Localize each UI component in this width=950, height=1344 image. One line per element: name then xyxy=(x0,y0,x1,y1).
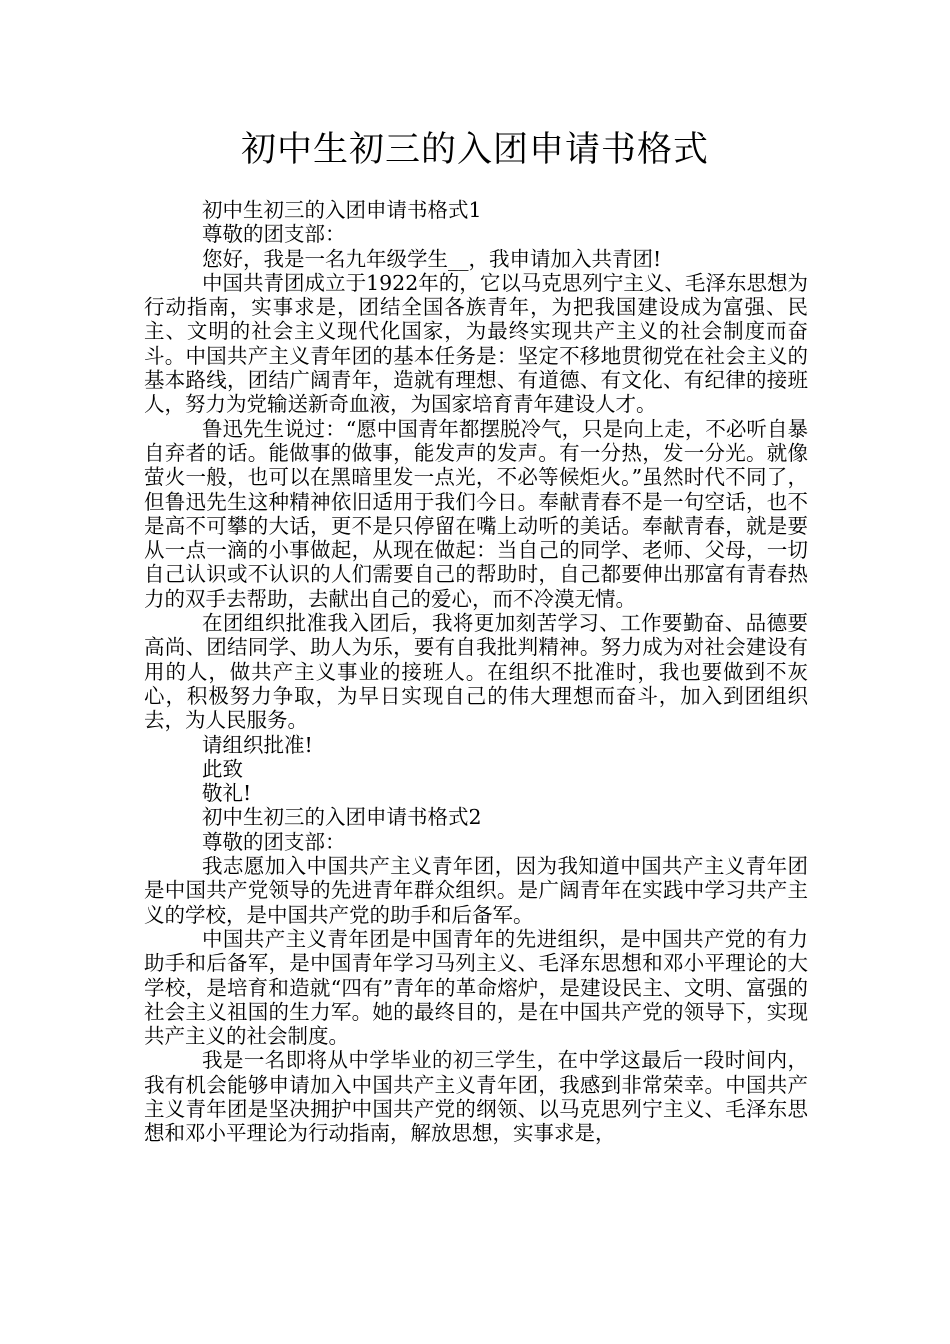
salutation: 尊敬的团支部： xyxy=(202,222,346,247)
salutation: 尊敬的团支部： xyxy=(202,829,346,854)
body-paragraph: 中国共青团成立于1922年的，它以马克思列宁主义、毛泽东思想为行动指南，实事求是，团结全国各族青年，为把我国建设成为富强、民主、文明的社会主义现代化国家，为最终实现共产主义的社会制度而奋斗。中国共产主义青年团的基本任务是：坚定不移地贯彻党在社会主义的基本路线，团结广阔青年，造就有理想、有道德、有文化、有纪律的接班人，努力为党输送新奇血液，为国家培育青年建设人才。 xyxy=(144,270,808,417)
closing-line: 此致 xyxy=(202,756,243,781)
greeting-paragraph: 您好，我是一名九年级学生__，我申请加入共青团! xyxy=(202,246,662,271)
body-paragraph: 我是一名即将从中学毕业的初三学生，在中学这最后一段时间内，我有机会能够申请加入中国共产主义青年团，我感到非常荣幸。中国共产主义青年团是坚决拥护中国共产党的纲领、以马克思列宁主义、毛泽东思想和邓小平理论为行动指南，解放思想，实事求是， xyxy=(144,1048,808,1146)
section-heading-2: 初中生初三的入团申请书格式2 xyxy=(202,805,482,830)
body-paragraph: 我志愿加入中国共产主义青年团，因为我知道中国共产主义青年团是中国共产党领导的先进青年群众组织。是广阔青年在实践中学习共产主义的学校，是中国共产党的助手和后备军。 xyxy=(144,854,808,927)
body-paragraph: 鲁迅先生说过：“愿中国青年都摆脱冷气，只是向上走，不必听自暴自弃者的话。能做事的做事，能发声的发声。有一分热，发一分光。就像萤火一般，也可以在黑暗里发一点光，不必等候炬火。”虽然时代不同了，但鲁迅先生这种精神依旧适用于我们今日。奉献青春不是一句空话，也不是高不可攀的大话，更不是只停留在嘴上动听的美话。奉献青春，就是要从一点一滴的小事做起，从现在做起：当自己的同学、老师、父母，一切自己认识或不认识的人们需要自己的帮助时，自己都要伸出那富有青春热力的双手去帮助，去献出自己的爱心，而不冷漠无情。 xyxy=(144,416,808,611)
section-heading-1: 初中生初三的入团申请书格式1 xyxy=(202,198,482,222)
closing-salute: 敬礼! xyxy=(202,781,252,806)
document-body xyxy=(144,198,808,1146)
document-title: 初中生初三的入团申请书格式 xyxy=(240,130,709,170)
request-line: 请组织批准! xyxy=(202,732,313,757)
body-paragraph: 在团组织批准我入团后，我将更加刻苦学习、工作要勤奋、品德要高尚、团结同学、助人为乐，要有自我批判精神。努力成为对社会建设有用的人，做共产主义事业的接班人。在组织不批准时，我也要做到不灰心，积极努力争取，为早日实现自己的伟大理想而奋斗，加入到团组织去，为人民服务。 xyxy=(144,611,808,733)
body-paragraph: 中国共产主义青年团是中国青年的先进组织，是中国共产党的有力助手和后备军，是中国青年学习马列主义、毛泽东思想和邓小平理论的大学校，是培育和造就“四有”青年的革命熔炉，是建设民主、文明、富强的社会主义祖国的生力军。她的最终目的，是在中国共产党的领导下，实现共产主义的社会制度。 xyxy=(144,926,808,1049)
